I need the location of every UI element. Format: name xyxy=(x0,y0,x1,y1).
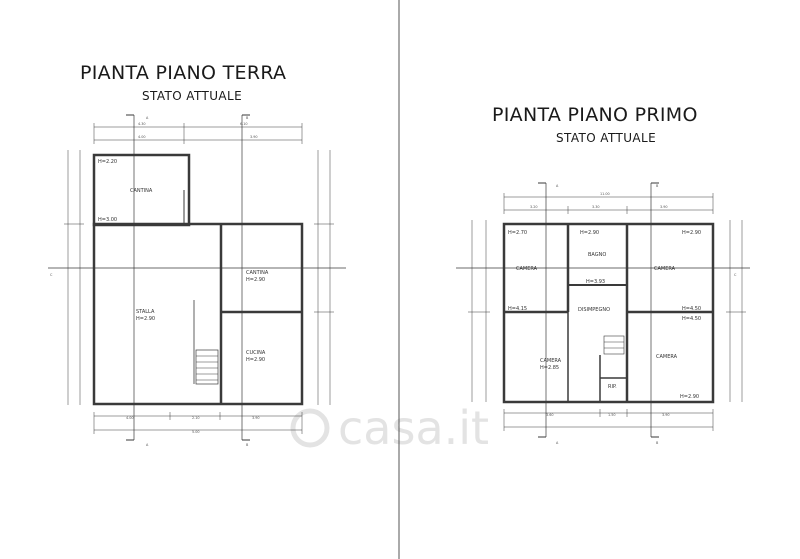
room-height: H=2.90 xyxy=(680,394,700,400)
ground-floor-subtitle: STATO ATTUALE xyxy=(142,89,243,103)
room-height: H=2.90 xyxy=(136,316,156,322)
room-height: H=2.85 xyxy=(540,365,560,371)
dimension-label: 4.00 xyxy=(138,135,146,139)
room-name: RIP. xyxy=(608,384,617,390)
dimension-label: 4.30 xyxy=(138,122,146,126)
room-height: H=2.90 xyxy=(246,357,266,363)
room-height: H=2.90 xyxy=(580,230,600,236)
first-floor-title: PIANTA PIANO PRIMO xyxy=(492,104,698,126)
dimension-label: 3.90 xyxy=(660,205,668,209)
ground-floor-labels xyxy=(50,116,269,447)
watermark xyxy=(293,401,489,455)
section-mark: B xyxy=(246,443,249,447)
room-height: H=2.90 xyxy=(682,230,702,236)
section-mark: A xyxy=(146,116,149,120)
room-name: CAMERA xyxy=(516,266,538,272)
room-height: H=3.00 xyxy=(98,217,118,223)
room-name: CAMERA xyxy=(656,354,678,360)
dimension-label: 3.90 xyxy=(662,413,670,417)
dimension-label: 5.00 xyxy=(192,430,200,434)
room-height: H=2.20 xyxy=(98,159,118,165)
watermark-text: casa.it xyxy=(338,401,490,455)
room-name: BAGNO xyxy=(588,252,607,258)
room-name: CUCINA xyxy=(246,350,266,356)
room-height: H=3.93 xyxy=(586,279,606,285)
ground-floor-title: PIANTA PIANO TERRA xyxy=(80,62,287,84)
room-height: H=4.50 xyxy=(682,306,702,312)
dimension-label: 4.00 xyxy=(126,416,134,420)
room-name: CAMERA xyxy=(654,266,676,272)
section-mark: B xyxy=(656,184,659,188)
section-mark: C xyxy=(50,273,53,277)
section-mark: A xyxy=(146,443,149,447)
dimension-label: 3.60 xyxy=(546,413,554,417)
dimension-label: 3.90 xyxy=(252,416,260,420)
room-name: STALLA xyxy=(136,309,155,315)
section-mark: B xyxy=(656,441,659,445)
room-name: DISIMPEGNO xyxy=(578,307,611,313)
ground-floor-plan xyxy=(48,115,346,440)
room-height: H=2.90 xyxy=(246,277,266,283)
first-floor-subtitle: STATO ATTUALE xyxy=(556,131,657,145)
room-name: CANTINA xyxy=(246,270,269,276)
section-mark: C xyxy=(734,273,737,277)
room-height: H=4.50 xyxy=(682,316,702,322)
room-name: CAMERA xyxy=(540,358,562,364)
dimension-label: 1.50 xyxy=(608,413,616,417)
dimension-label: 2.10 xyxy=(192,416,200,420)
room-height: H=4.15 xyxy=(508,306,528,312)
dimension-label: 11.00 xyxy=(600,192,610,196)
section-mark: B xyxy=(246,116,249,120)
room-name: CANTINA xyxy=(130,188,153,194)
section-mark: A xyxy=(556,441,559,445)
dimension-label: 3.30 xyxy=(592,205,600,209)
section-mark: A xyxy=(556,184,559,188)
room-height: H=2.70 xyxy=(508,230,528,236)
dimension-label: 3.20 xyxy=(530,205,538,209)
dimension-label: 6.10 xyxy=(240,122,248,126)
dimension-label: 3.90 xyxy=(250,135,258,139)
